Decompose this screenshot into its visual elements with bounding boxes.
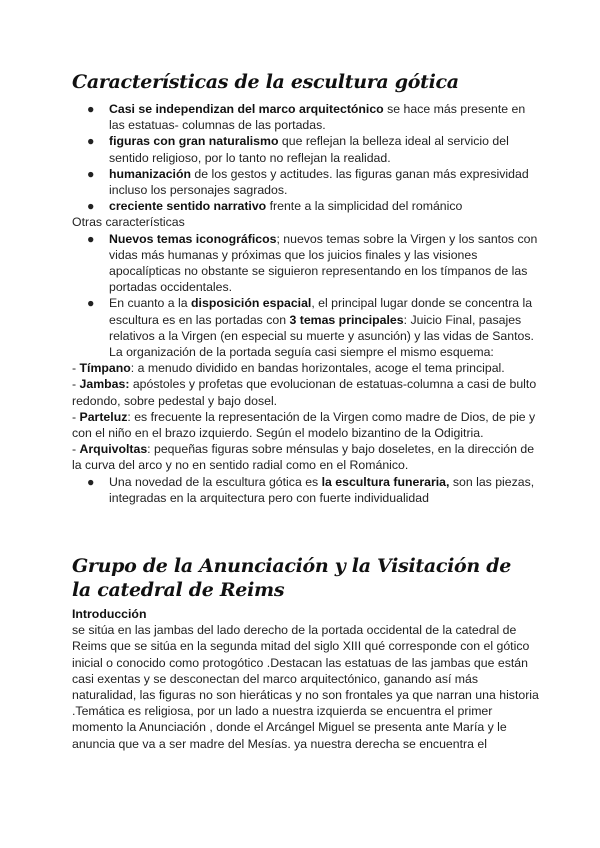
section-title-escultura-gotica: Características de la escultura gótica (72, 71, 459, 93)
section-title-grupo-anunciacion: Grupo de la Anunciación y la Visitación de la catedral de Reims (72, 555, 512, 601)
bullet-icon: ● (87, 134, 95, 149)
portada-item (72, 409, 542, 441)
item-text: : Juicio Final, pasajes relativos a la Virgen (en especial su muerte y asunción) y las vidas de Santos. La organización de la portada seguía casi siempre el mismo esquema: (109, 312, 534, 360)
otras-label: Otras características (72, 215, 185, 230)
characteristics-list (72, 101, 542, 214)
dash-text: - (72, 361, 80, 376)
intro-paragraph: se sitúa en las jambas del lado derecho de la portada occidental de la catedral de Reims que se sitúa en la segunda mitad del siglo XIII qué corresponde con el gótico inicial o conocido como protogótico .Destacan las estatuas de las jambas que están casi exentas y se desconectan del marco arquitectónico, ganando así más naturalidad, las figuras no son hieráticas y no son frontales ya que narran una historia .Temática es religiosa, por un lado a nuestra izquierda se encuentra el primer momento la Anunciación , donde el Arcángel Miguel se presenta ante María y le anuncia que va a ser madre del Mesías. ya nuestra derecha se encuentra el (72, 623, 539, 751)
list-item (72, 101, 542, 133)
item-text: ; nuevos temas sobre la Virgen y los santos con vidas más humanas y próximas que los juicios finales y las visiones apocalípticas no obstante se siguieron representando en los tímpanos de las portadas occidentales. (109, 231, 538, 295)
list-item (72, 231, 542, 296)
portada-item (72, 376, 542, 408)
list-item (72, 166, 542, 198)
bullet-icon: ● (87, 199, 95, 214)
dash-text: - (72, 377, 80, 392)
bold-text: Introducción (72, 607, 147, 621)
bold-text: figuras con gran naturalismo (109, 134, 279, 149)
bold-text: Casi se independizan del marco arquitectónico (109, 102, 384, 116)
bold-text: humanización (109, 166, 191, 181)
bold-text: creciente sentido narrativo (109, 199, 267, 214)
bullet-icon: ● (87, 474, 95, 489)
bullet-icon: ● (87, 166, 95, 181)
list-item (72, 474, 542, 506)
bullet-icon: ● (87, 102, 95, 116)
bold-text: 3 temas principales (289, 312, 404, 327)
item-text: frente a la simplicidad del románico (266, 199, 463, 214)
item-text: En cuanto a la (109, 296, 192, 311)
list-item (72, 133, 542, 165)
bold-text: Nuevos temas iconográficos (109, 231, 277, 246)
bullet-icon: ● (87, 296, 95, 311)
item-text: Una novedad de la escultura gótica es (109, 474, 322, 489)
item-text: son las piezas, integradas en la arquitectura pero con fuerte individualidad (109, 474, 535, 505)
section1-body (72, 101, 542, 506)
bold-text: Tímpano (79, 361, 131, 376)
dash-text: - (72, 442, 80, 457)
bullet-icon: ● (87, 231, 95, 246)
item-text: se hace más presente en las estatuas- columnas de las portadas. (109, 102, 526, 133)
item-text: , el principal lugar donde se concentra la escultura es en las portadas con (109, 296, 533, 327)
dash-text: - (72, 409, 80, 424)
item-text: que reflejan la belleza ideal al servicio del sentido religioso, por lo tanto no reflejan la realidad. (109, 134, 509, 165)
item-text: : es frecuente la representación de la Virgen como madre de Dios, de pie y con el niño en el brazo izquierdo. Según el modelo bizantino de la Odigitria. (72, 409, 536, 441)
list-item (72, 295, 542, 360)
other-characteristics-list (72, 231, 542, 361)
bold-text: disposición espacial (191, 296, 312, 311)
list-item (72, 198, 542, 214)
item-text: : a menudo dividido en bandas horizontales, acoge el tema principal. (130, 361, 505, 376)
bold-text: Parteluz (79, 409, 128, 424)
section2-body (72, 606, 542, 752)
item-text: : pequeñas figuras sobre ménsulas y bajo doseletes, en la dirección de la curva del arco y no en sentido radial como en el Románico. (72, 442, 535, 473)
item-text: de los gestos y actitudes. las figuras ganan más expresividad incluso los personajes sagrados. (109, 166, 529, 198)
portada-item (72, 360, 542, 376)
intro-heading (72, 606, 542, 622)
bold-text: Jambas: (79, 377, 130, 392)
bold-text: Arquivoltas (79, 442, 148, 457)
portada-item (72, 441, 542, 473)
item-text: apóstoles y profetas que evolucionan de estatuas-columna a casi de bulto redondo, sobre pedestal y bajo dosel. (72, 377, 537, 408)
funeraria-list (72, 474, 542, 506)
bold-text: la escultura funeraria, (321, 474, 450, 489)
